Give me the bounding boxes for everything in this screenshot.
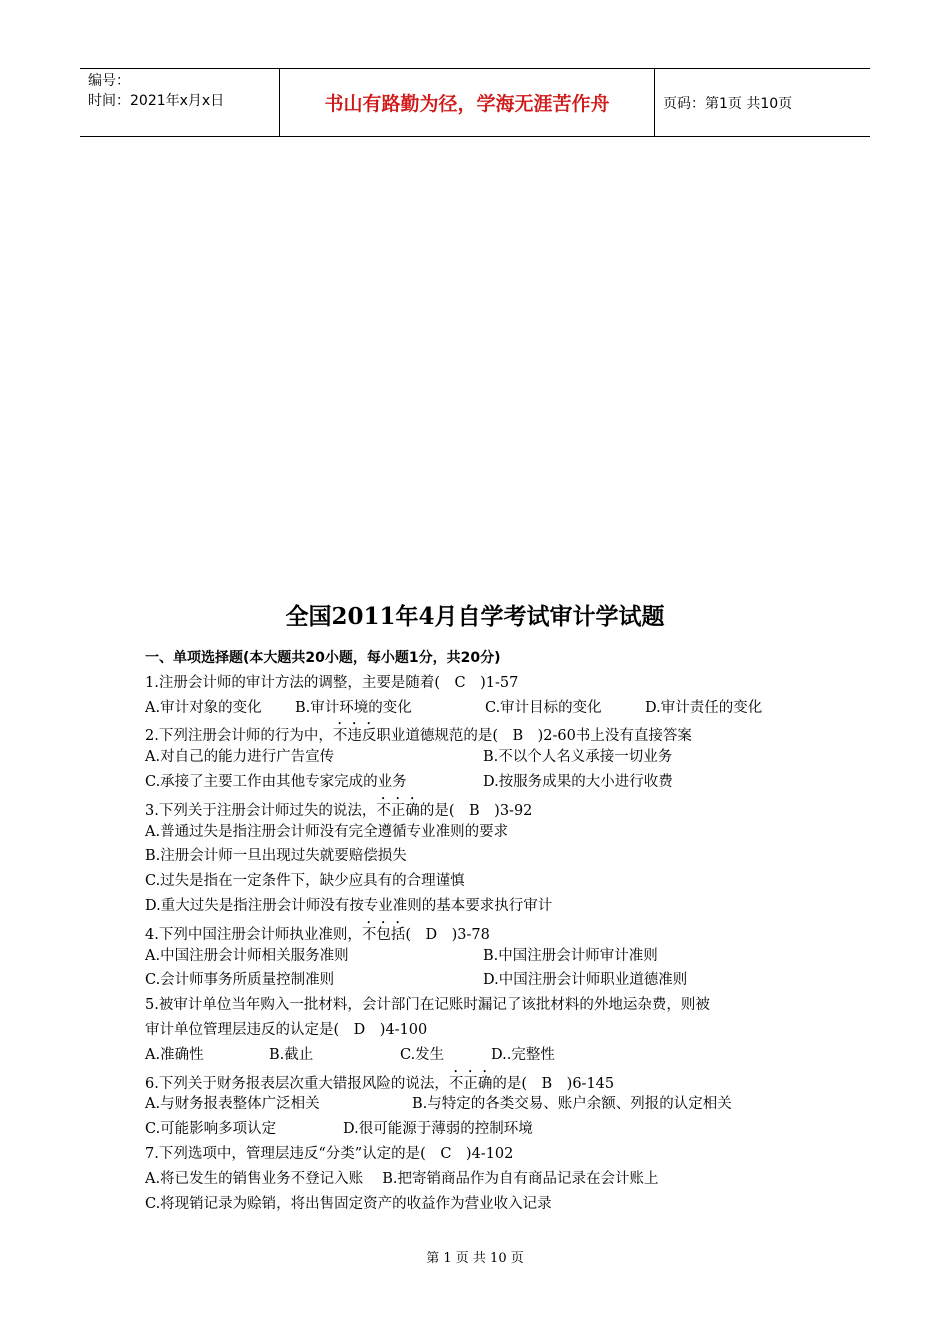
q2-options-cd bbox=[145, 770, 825, 795]
q2-stem-post: 职业道德规范的是( B )2-60书上没有直接答案 bbox=[376, 728, 692, 745]
time-label: 时间：2021年x月x日 bbox=[88, 93, 225, 109]
header-left-cell bbox=[80, 69, 280, 136]
q2-option-a: A.对自己的能力进行广告宣传 bbox=[145, 749, 335, 766]
section-heading: 一、单项选择题(本大题共20小题，每小题1分，共20分) bbox=[145, 650, 501, 666]
q5-option-b: B.截止 bbox=[269, 1046, 314, 1063]
header-page-info: 页码：第1页 共10页 bbox=[663, 95, 793, 112]
q2-stem-pre: 2.下列注册会计师的行为中， bbox=[145, 728, 333, 745]
q3-option-a: A.普通过失是指注册会计师没有完全遵循专业准则的要求 bbox=[145, 823, 509, 840]
q1-options bbox=[145, 696, 825, 721]
q3-option-c: C.过失是指在一定条件下，缺少应具有的合理谨慎 bbox=[145, 873, 465, 890]
document-title: 全国2011年4月自学考试审计学试题 bbox=[285, 603, 665, 630]
q6-option-b: B.与特定的各类交易、账户余额、列报的认定相关 bbox=[412, 1096, 732, 1113]
q4-option-a: A.中国注册会计师相关服务准则 bbox=[145, 947, 349, 964]
q5-stem-line1: 5.被审计单位当年购入一批材料，会计部门在记账时漏记了该批材料的外地运杂费，则被 bbox=[145, 997, 710, 1014]
q4-option-c: C.会计师事务所质量控制准则 bbox=[145, 972, 335, 989]
q3-stem-post: 的是( B )3-92 bbox=[419, 802, 533, 819]
q4-option-b: B.中国注册会计师审计准则 bbox=[483, 947, 658, 964]
q1-stem: 1.注册会计师的审计方法的调整，主要是随着( C )1-57 bbox=[145, 674, 519, 691]
q5-option-a: A.准确性 bbox=[145, 1046, 204, 1063]
q6-stem bbox=[145, 1068, 825, 1093]
q3-stem-emphasis: 不正确 bbox=[376, 802, 420, 819]
q5-option-d: D..完整性 bbox=[491, 1046, 555, 1063]
q1-option-b: B.审计环境的变化 bbox=[295, 699, 412, 716]
q6-stem-pre: 6.下列关于财务报表层次重大错报风险的说法， bbox=[145, 1075, 449, 1092]
page-header bbox=[80, 68, 870, 137]
q7-options-ab: A.将已发生的销售业务不登记入账 B.把寄销商品作为自有商品记录在会计账上 bbox=[145, 1170, 659, 1187]
q1-option-c: C.审计目标的变化 bbox=[485, 699, 602, 716]
q2-options-ab bbox=[145, 745, 825, 770]
q3-stem-pre: 3.下列关于注册会计师过失的说法， bbox=[145, 802, 377, 819]
q2-option-d: D.按服务成果的大小进行收费 bbox=[483, 773, 673, 790]
q3-stem bbox=[145, 795, 825, 820]
q6-stem-post: 的是( B )6-145 bbox=[492, 1075, 615, 1092]
q4-stem-pre: 4.下列中国注册会计师执业准则， bbox=[145, 926, 362, 943]
q5-option-c: C.发生 bbox=[400, 1046, 445, 1063]
q5-stem-line2: 审计单位管理层违反的认定是( D )4-100 bbox=[145, 1021, 428, 1038]
q6-options-cd bbox=[145, 1117, 825, 1142]
q1-option-d: D.审计责任的变化 bbox=[645, 699, 763, 716]
q4-stem-post: ( D )3-78 bbox=[405, 926, 490, 943]
q2-option-b: B.不以个人名义承接一切业务 bbox=[483, 749, 673, 766]
q6-option-d: D.很可能源于薄弱的控制环境 bbox=[343, 1121, 533, 1138]
q6-stem-emphasis: 不正确 bbox=[448, 1075, 493, 1092]
number-label: 编号： bbox=[88, 73, 130, 89]
q4-option-d: D.中国注册会计师职业道德准则 bbox=[483, 972, 688, 989]
q7-stem: 7.下列选项中，管理层违反“分类”认定的是( C )4-102 bbox=[145, 1145, 514, 1162]
q2-option-c: C.承接了主要工作由其他专家完成的业务 bbox=[145, 773, 407, 790]
header-motto: 书山有路勤为径，学海无涯苦作舟 bbox=[280, 69, 655, 136]
q4-stem bbox=[145, 919, 825, 944]
q4-options-cd bbox=[145, 968, 825, 993]
q3-option-d: D.重大过失是指注册会计师没有按专业准则的基本要求执行审计 bbox=[145, 897, 553, 914]
exam-body bbox=[145, 646, 825, 1216]
q6-option-a: A.与财务报表整体广泛相关 bbox=[145, 1096, 320, 1113]
q7-option-c: C.将现销记录为赊销，将出售固定资产的收益作为营业收入记录 bbox=[145, 1195, 552, 1212]
q4-stem-emphasis: 不包括 bbox=[361, 926, 406, 943]
q3-option-b: B.注册会计师一旦出现过失就要赔偿损失 bbox=[145, 848, 407, 865]
q2-stem bbox=[145, 720, 825, 745]
q5-options bbox=[145, 1043, 825, 1068]
q6-option-c: C.可能影响多项认定 bbox=[145, 1121, 277, 1138]
q2-stem-emphasis: 不违反 bbox=[332, 728, 377, 745]
q6-options-ab bbox=[145, 1092, 825, 1117]
page-footer: 第 1 页 共 10 页 bbox=[426, 1251, 524, 1266]
q4-options-ab bbox=[145, 944, 825, 969]
q1-option-a: A.审计对象的变化 bbox=[145, 699, 262, 716]
